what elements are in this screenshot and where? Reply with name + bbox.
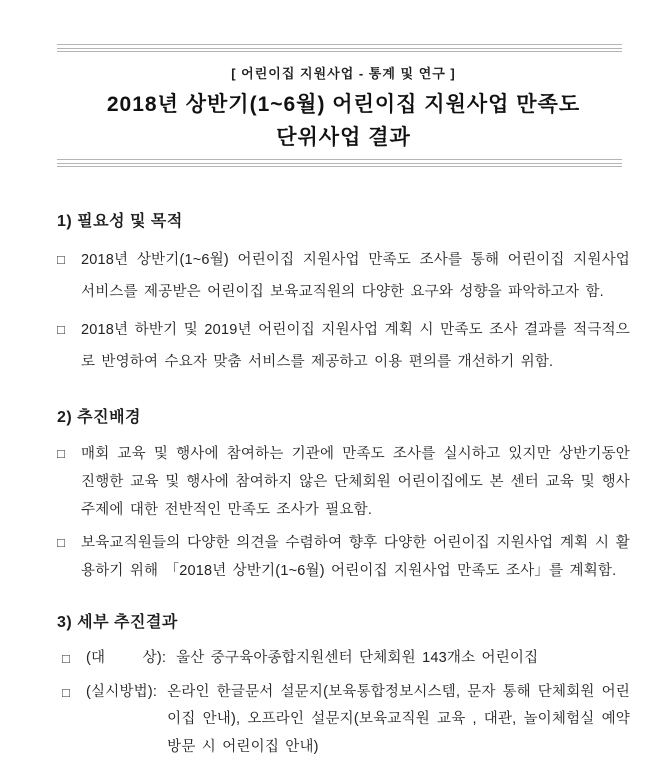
bullet-paragraph — [57, 314, 630, 378]
bullet-text: 울산 중구육아종합지원센터 단체회원 143개소 어린이집 — [176, 650, 539, 666]
square-bullet-icon: □ — [57, 446, 66, 461]
bullet-paragraph — [57, 440, 630, 524]
bullet-paragraph-target — [57, 645, 630, 673]
bullet-text: 보육교직원들의 다양한 의견을 수렴하여 향후 다양한 어린이집 지원사업 계획 시 활용하기 위해 「2018년 상반기(1~6월) 어린이집 지원사업 만족도 조사」를 계획함. — [81, 535, 630, 579]
section-3-heading: 3) 세부 추진결과 — [57, 614, 178, 631]
section-1-heading: 1) 필요성 및 목적 — [57, 213, 183, 230]
square-bullet-icon: □ — [62, 651, 71, 666]
bullet-paragraph — [57, 529, 630, 585]
bullet-paragraph — [57, 244, 630, 308]
square-bullet-icon: □ — [57, 252, 66, 267]
document-title — [57, 88, 630, 154]
document-category: [ 어린이집 지원사업 - 통계 및 연구 ] — [231, 66, 456, 81]
section-2-heading: 2) 추진배경 — [57, 409, 141, 426]
section-2-body — [57, 440, 630, 585]
bullet-text: 매회 교육 및 행사에 참여하는 기관에 만족도 조사를 실시하고 있지만 상반기동안 진행한 교육 및 행사에 참여하지 않은 단체회원 어린이집에도 본 센터 교육 및 행사 주제에 대한 전반적인 만족도 조사가 필요함. — [81, 446, 630, 518]
square-bullet-icon: □ — [57, 535, 66, 550]
section-1-necessity-purpose — [57, 208, 630, 378]
section-2-background — [57, 404, 630, 585]
bullet-text: 온라인 한글문서 설문지(보육통합정보시스템, 문자 통해 단체회원 어린이집 안내), 오프라인 설문지(보육교직원 교육 , 대관, 놀이체험실 예약방문 시 어린이집 안내) — [167, 683, 630, 755]
section-1-body — [57, 244, 630, 378]
section-3-detailed-results — [57, 609, 630, 761]
bullet-label: (실시방법): — [86, 683, 158, 700]
square-bullet-icon: □ — [62, 684, 71, 700]
bullet-paragraph-method — [57, 679, 630, 762]
header-top-rule — [57, 44, 622, 52]
square-bullet-icon: □ — [57, 322, 66, 337]
bullet-text: 2018년 상반기(1~6월) 어린이집 지원사업 만족도 조사를 통해 어린이집 지원사업 서비스를 제공받은 어린이집 보육교직원의 다양한 요구와 성향을 파악하고자 함. — [81, 252, 630, 300]
title-line-2: 단위사업 결과 — [276, 126, 411, 149]
bullet-text: 2018년 하반기 및 2019년 어린이집 지원사업 계획 시 만족도 조사 결과를 적극적으로 반영하여 수요자 맞춤 서비스를 제공하고 이용 편의를 개선하기 위함. — [81, 322, 630, 370]
title-line-1: 2018년 상반기(1~6월) 어린이집 지원사업 만족도 — [106, 93, 581, 116]
section-3-body — [57, 645, 630, 761]
header-bottom-rule — [57, 159, 622, 167]
bullet-label: (대 상): — [86, 650, 167, 666]
